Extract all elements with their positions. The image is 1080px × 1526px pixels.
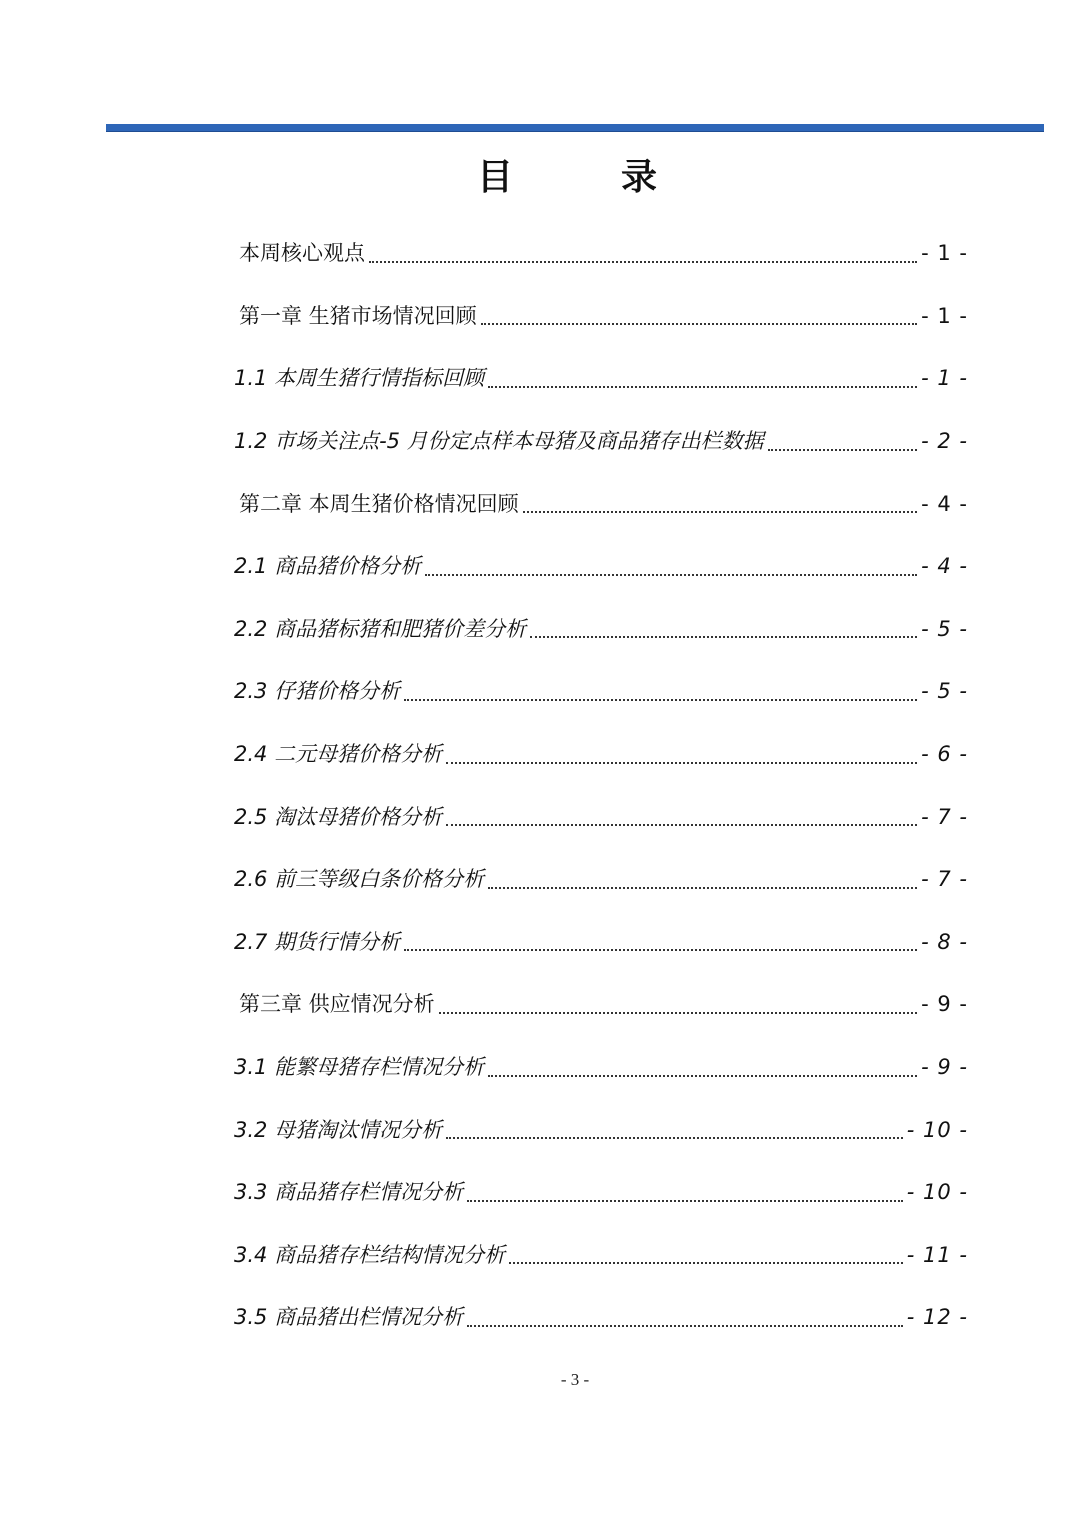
toc-entry-page-number: - 1 - <box>921 241 968 266</box>
toc-entry-title: 1.2 市场关注点-5 月份定点样本母猪及商品猪存出栏数据 <box>234 429 764 454</box>
toc-dot-leader <box>446 1136 903 1139</box>
toc-entry-title: 2.6 前三等级白条价格分析 <box>234 867 485 892</box>
page-number: - 3 - <box>560 1370 590 1389</box>
toc-entry-title: 3.3 商品猪存栏情况分析 <box>234 1180 464 1205</box>
toc-entry-title: 3.4 商品猪存栏结构情况分析 <box>234 1242 506 1267</box>
toc-entry[interactable] <box>234 1098 968 1161</box>
toc-entry-title: 2.3 仔猪价格分析 <box>234 679 401 704</box>
toc-entry-title: 2.4 二元母猪价格分析 <box>234 742 443 767</box>
toc-dot-leader <box>488 886 917 889</box>
toc-dot-leader <box>425 573 917 576</box>
toc-dot-leader <box>481 322 917 325</box>
toc-entry-page-number: - 5 - <box>921 679 968 704</box>
toc-entry[interactable] <box>234 973 968 1036</box>
header-rule <box>106 124 1044 132</box>
toc-dot-leader <box>404 948 917 951</box>
toc-entry-page-number: - 10 - <box>906 1117 968 1142</box>
toc-entry[interactable] <box>234 1036 968 1099</box>
toc-dot-leader <box>467 1324 903 1327</box>
toc-entry-page-number: - 12 - <box>906 1305 968 1330</box>
toc-entry-title: 第二章 本周生猪价格情况回顾 <box>239 491 519 516</box>
toc-dot-leader <box>530 635 917 638</box>
toc-entry[interactable] <box>234 285 968 348</box>
toc-dot-leader <box>467 1199 903 1202</box>
toc-entry-page-number: - 7 - <box>921 867 968 892</box>
toc-dot-leader <box>404 698 917 701</box>
toc-entry-title: 3.5 商品猪出栏情况分析 <box>234 1305 464 1330</box>
toc-entry-page-number: - 6 - <box>921 742 968 767</box>
toc-entry-page-number: - 2 - <box>921 429 968 454</box>
toc-dot-leader <box>488 385 917 388</box>
toc-entry-page-number: - 1 - <box>921 366 968 391</box>
toc-entry-title: 1.1 本周生猪行情指标回顾 <box>234 366 485 391</box>
toc-entry[interactable] <box>234 1224 968 1287</box>
toc-entry-title: 本周核心观点 <box>239 241 365 266</box>
toc-entry-title: 3.2 母猪淘汰情况分析 <box>234 1117 443 1142</box>
toc-entry[interactable] <box>234 222 968 285</box>
toc-dot-leader <box>523 510 917 513</box>
toc-title: 目 录 <box>476 157 693 198</box>
toc-dot-leader <box>369 260 917 263</box>
toc-entry[interactable] <box>234 660 968 723</box>
toc-entry-page-number: - 11 - <box>906 1242 968 1267</box>
toc-entry[interactable] <box>234 598 968 661</box>
toc-entry-page-number: - 9 - <box>921 992 968 1017</box>
toc-entry[interactable] <box>234 347 968 410</box>
toc-dot-leader <box>446 823 917 826</box>
toc-entry[interactable] <box>234 723 968 786</box>
toc-entry-page-number: - 7 - <box>921 804 968 829</box>
toc-entry[interactable] <box>234 785 968 848</box>
toc-dot-leader <box>488 1074 917 1077</box>
toc-entry-page-number: - 8 - <box>921 929 968 954</box>
toc-entry[interactable] <box>234 848 968 911</box>
toc-entry-title: 第一章 生猪市场情况回顾 <box>239 303 477 328</box>
toc-entry[interactable] <box>234 1286 968 1349</box>
toc-dot-leader <box>509 1261 903 1264</box>
toc-dot-leader <box>768 448 917 451</box>
toc-entry-page-number: - 4 - <box>921 554 968 579</box>
toc-entry-title: 3.1 能繁母猪存栏情况分析 <box>234 1055 485 1080</box>
toc-entry-page-number: - 4 - <box>921 491 968 516</box>
table-of-contents <box>234 222 968 1349</box>
toc-entry-page-number: - 1 - <box>921 303 968 328</box>
toc-entry[interactable] <box>234 1161 968 1224</box>
toc-entry[interactable] <box>234 535 968 598</box>
toc-entry-title: 2.5 淘汰母猪价格分析 <box>234 804 443 829</box>
toc-dot-leader <box>439 1011 917 1014</box>
toc-entry-page-number: - 5 - <box>921 616 968 641</box>
toc-entry[interactable] <box>234 911 968 974</box>
toc-entry-title: 2.2 商品猪标猪和肥猪价差分析 <box>234 616 527 641</box>
toc-dot-leader <box>446 761 917 764</box>
toc-entry-title: 第三章 供应情况分析 <box>239 992 435 1017</box>
toc-entry[interactable] <box>234 410 968 473</box>
toc-entry-title: 2.1 商品猪价格分析 <box>234 554 422 579</box>
toc-entry[interactable] <box>234 472 968 535</box>
toc-entry-page-number: - 10 - <box>906 1180 968 1205</box>
toc-entry-page-number: - 9 - <box>921 1055 968 1080</box>
toc-entry-title: 2.7 期货行情分析 <box>234 929 401 954</box>
